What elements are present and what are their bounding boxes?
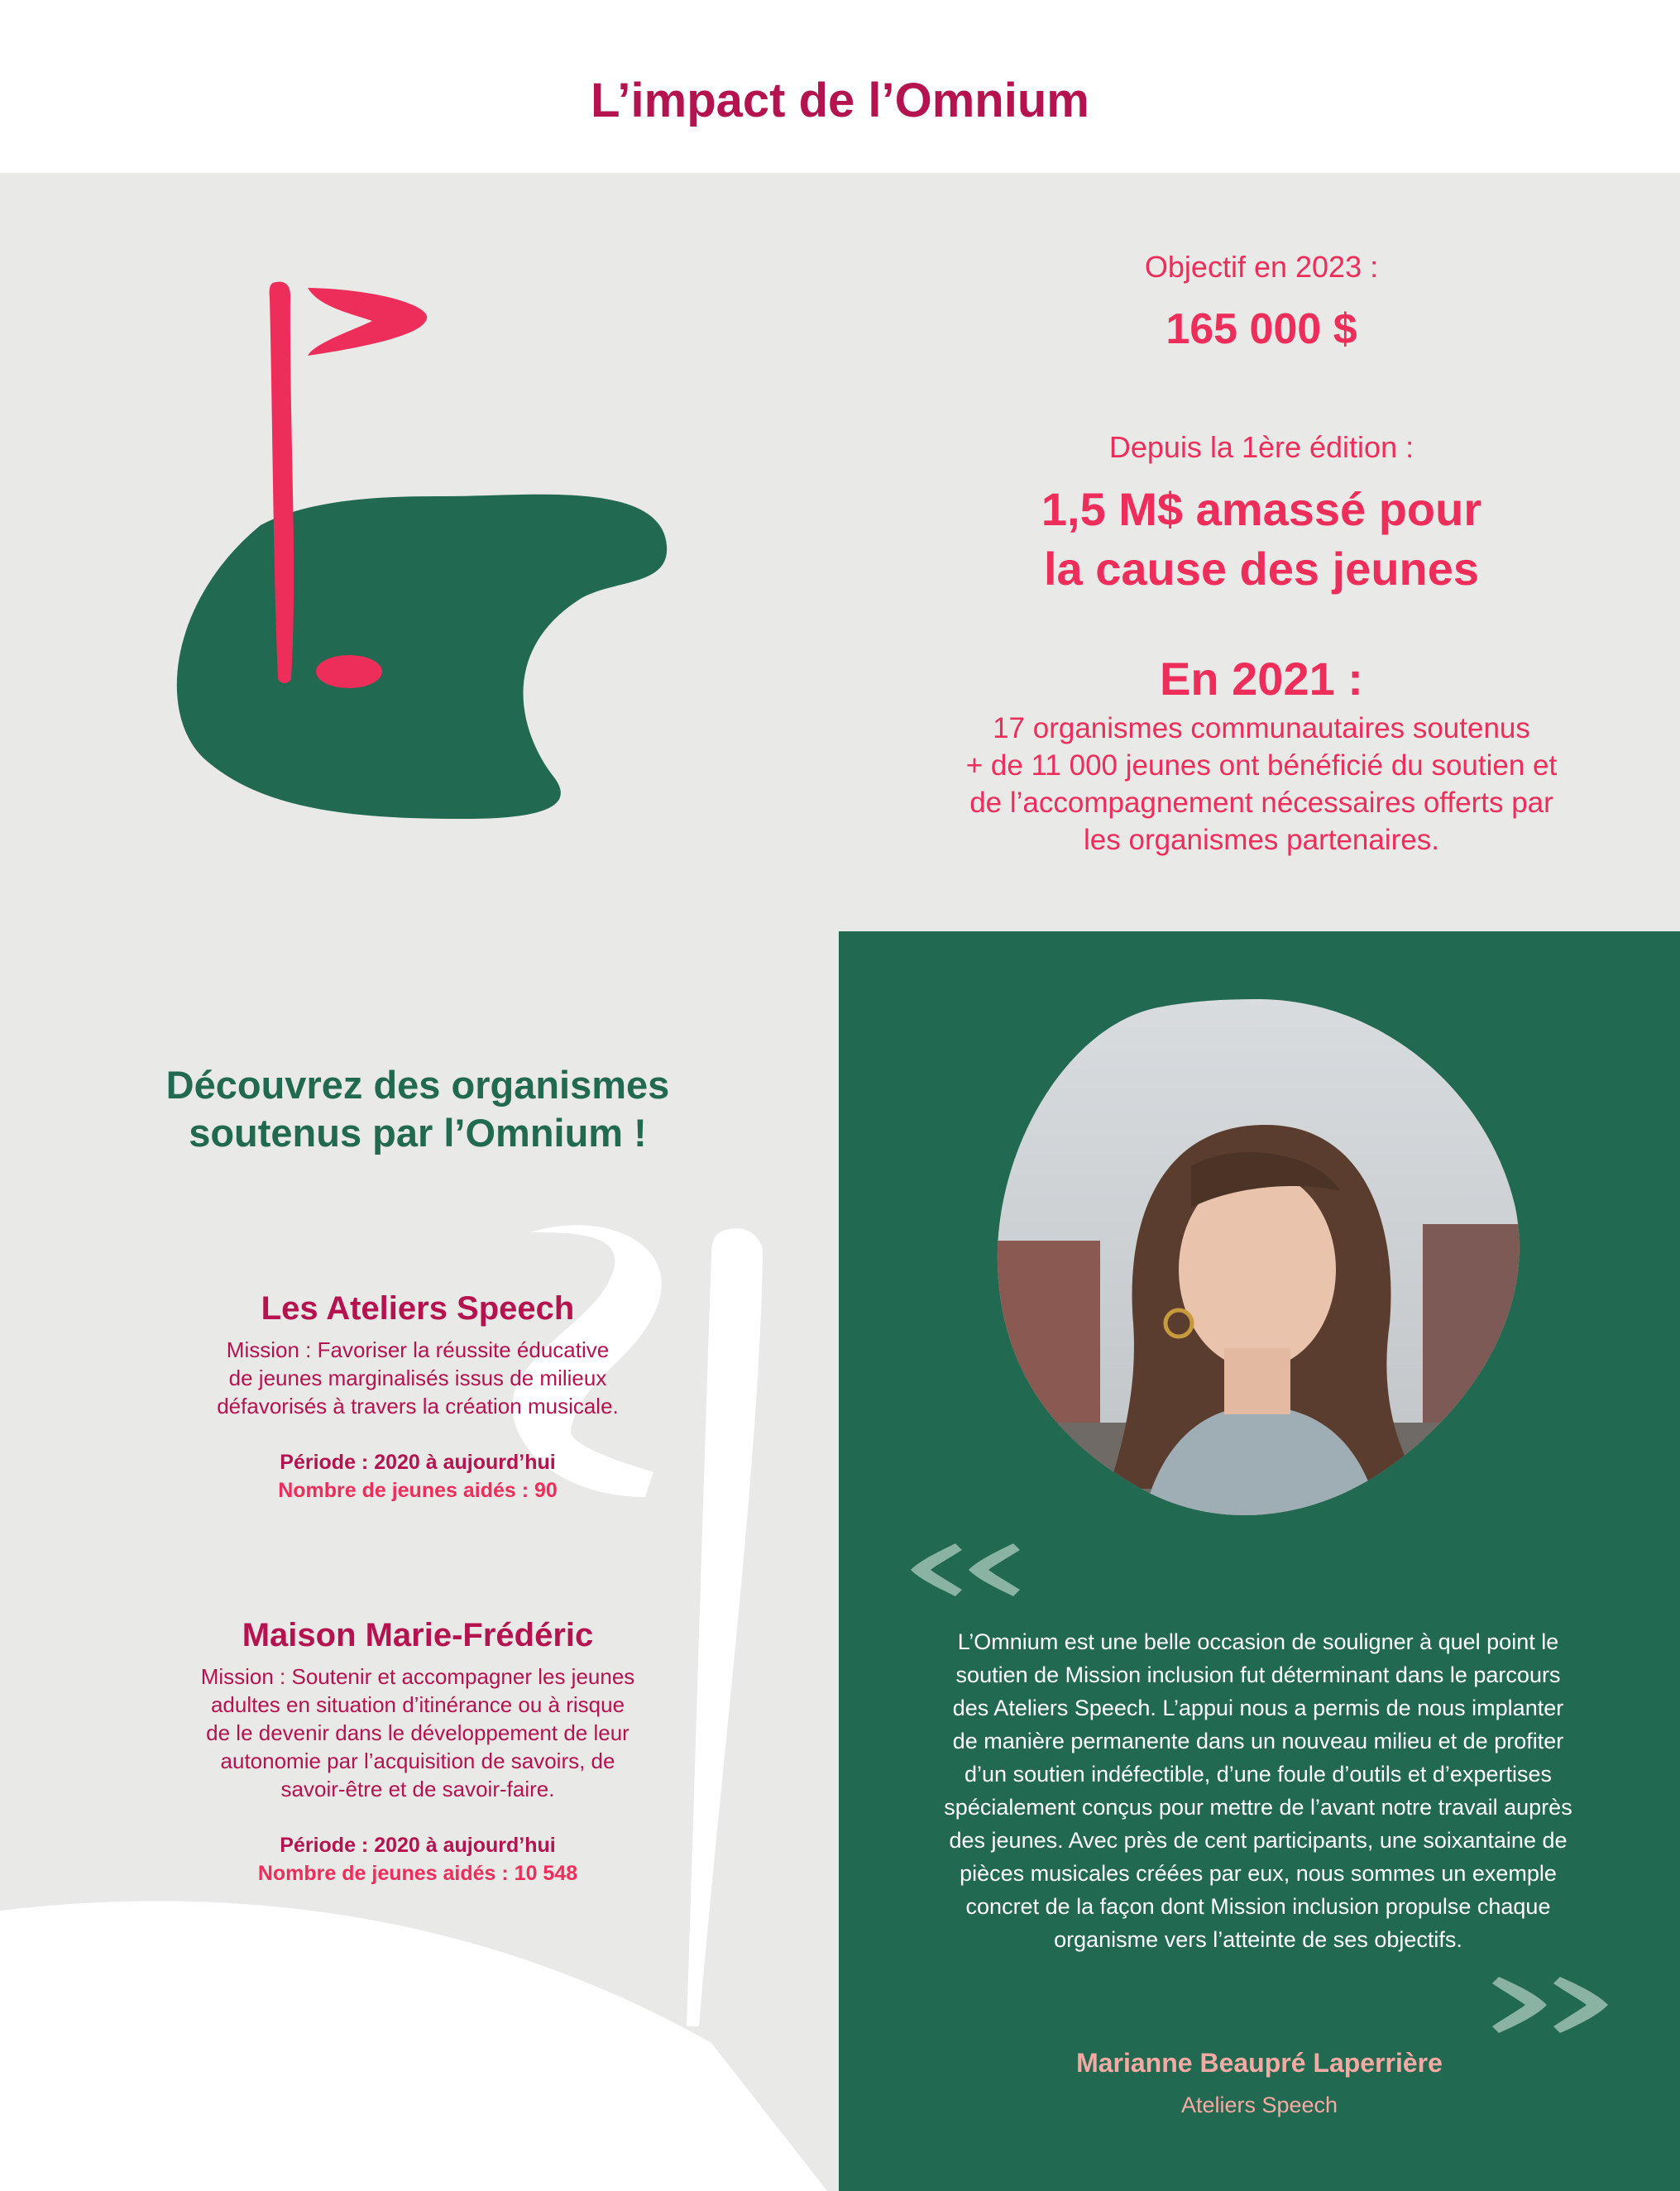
org-youth-count: Nombre de jeunes aidés : 10 548	[257, 1862, 578, 1885]
testimonial-organization: Ateliers Speech	[1180, 2093, 1338, 2117]
org-card	[161, 1290, 674, 1505]
page-title: L’impact de l’Omnium	[591, 74, 1089, 127]
golf-hole	[316, 655, 382, 688]
stat-year-text: 17 organismes communautaires soutenus + de 11 000 jeunes ont bénéficié du soutien et de l’accompagnement nécessaires offerts par les organismes partenaires.	[965, 712, 1558, 856]
green-patch	[177, 495, 667, 819]
org-card	[161, 1617, 674, 1887]
open-quote-icon	[906, 1540, 1030, 1600]
org-name: Les Ateliers Speech	[261, 1290, 575, 1327]
org-period: Période : 2020 à aujourd’hui	[280, 1834, 556, 1857]
close-quote-icon	[1489, 1973, 1620, 2036]
golf-green-illustration	[165, 273, 695, 835]
flag-icon	[308, 288, 427, 356]
testimonial-author: Marianne Beaupré Laperrière	[1076, 2048, 1443, 2078]
stat-goal-value: 165 000 $	[1165, 305, 1357, 353]
org-mission: Mission : Soutenir et accompagner les jeunes adultes en situation d’itinérance ou à risque de le devenir dans le développement de leur autonomie par l’acquisition de savoirs, de savoir-être et de savoir-faire.	[200, 1664, 635, 1801]
org-period: Période : 2020 à aujourd’hui	[280, 1451, 556, 1474]
org-mission: Mission : Favoriser la réussite éducative de jeunes marginalisés issus de milieux défavorisés à travers la création musicale.	[217, 1337, 619, 1418]
stat-since-label: Depuis la 1ère édition :	[1108, 430, 1414, 464]
stat-since-value: 1,5 M$ amassé pour la cause des jeunes	[1041, 483, 1482, 595]
portrait-photo	[993, 993, 1522, 1526]
stat-year-heading: En 2021 :	[1160, 653, 1363, 705]
orgs-heading: Découvrez des organismes soutenus par l’Omnium !	[165, 1063, 670, 1155]
org-youth-count: Nombre de jeunes aidés : 90	[278, 1479, 558, 1502]
stat-goal-label: Objectif en 2023 :	[1144, 250, 1379, 284]
org-name: Maison Marie-Frédéric	[242, 1617, 594, 1653]
testimonial-quote: L’Omnium est une belle occasion de souligner à quel point le soutien de Mission inclusion fut déterminant dans le parcours des Ateliers Speech. L’appui nous a permis de nous implanter de manière permanente dans un nouveau milieu et de profiter d’un soutien indéfectible, d’une foule d’outils et d’expertises spécialement conçus pour mettre de l’avant notre travail auprès des jeunes. Avec près de cent participants, une soixantaine de pièces musicales créées par eux, nous sommes un exemple concret de la façon dont Mission inclusion propulse chaque organisme vers l’atteinte de ses objectifs.	[944, 1629, 1572, 1952]
